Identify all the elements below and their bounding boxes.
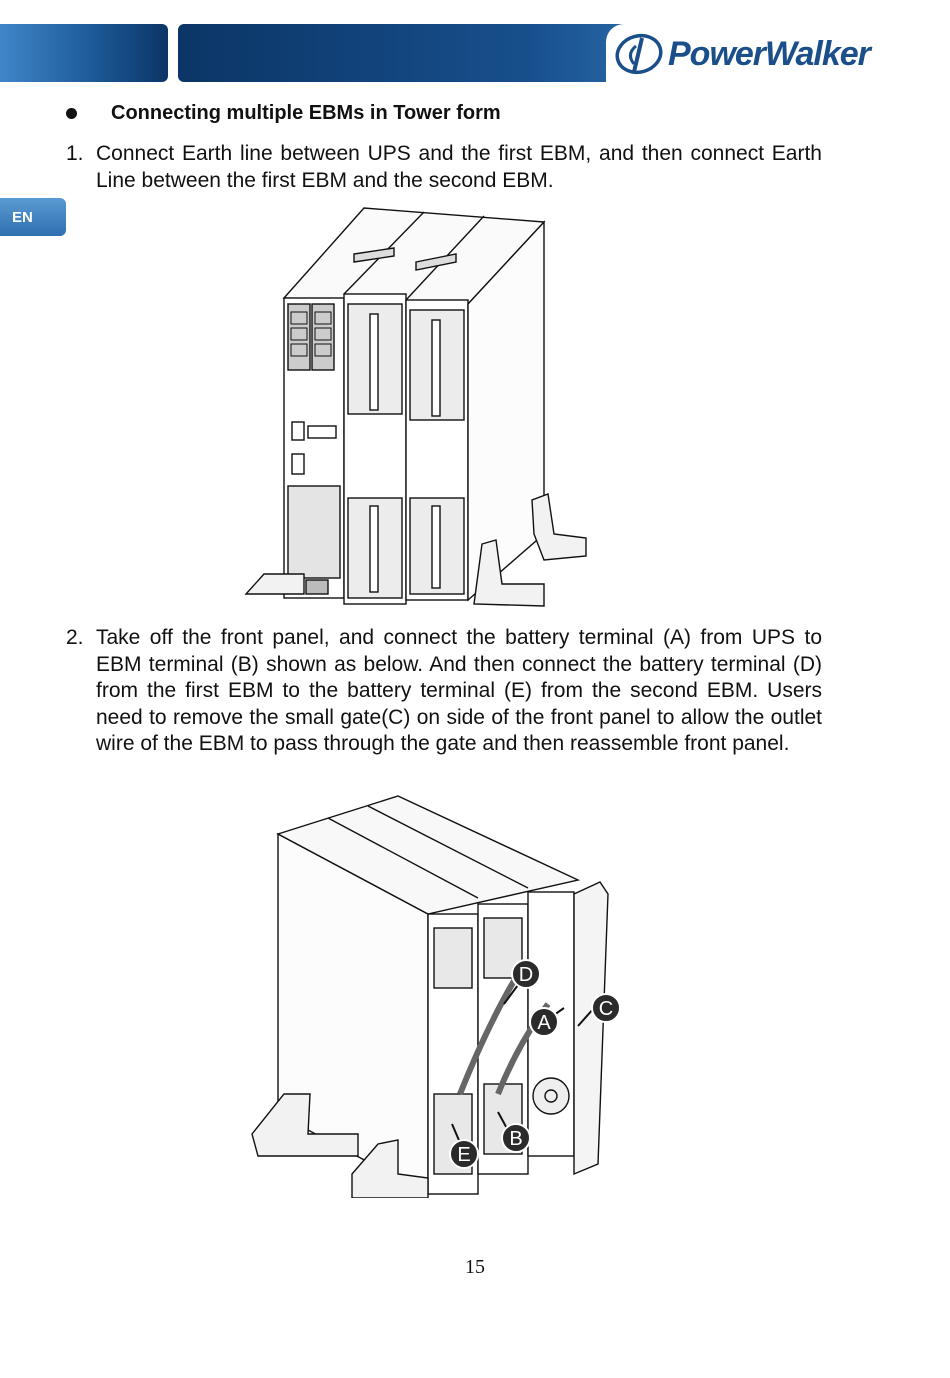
callout-e: [450, 1140, 478, 1168]
svg-text:A: A: [537, 1012, 551, 1034]
svg-text:C: C: [598, 998, 614, 1020]
section-heading-text: Connecting multiple EBMs in Tower form: [111, 102, 501, 124]
step-2: [66, 625, 822, 758]
step-number: 2.: [66, 626, 84, 649]
brand-logo: [612, 32, 942, 76]
callout-b: [502, 1124, 530, 1152]
section-heading: [66, 102, 501, 125]
step-text: Take off the front panel, and connect the battery terminal (A) from UPS to EBM terminal (B) shown as below. And then connect the battery terminal (D) from the first EBM to the battery terminal (E) from the second EBM. Users need to remove the small gate(C) on side of the front panel to allow the outlet wire of the EBM to pass through the gate and then reassemble front panel.: [96, 626, 822, 755]
svg-text:D: D: [518, 964, 534, 986]
figure-tower-rear-view: [244, 204, 590, 616]
svg-text:E: E: [457, 1144, 471, 1166]
header-left-bar: [0, 24, 168, 82]
callout-d: [512, 960, 540, 988]
bullet-icon: [66, 108, 77, 119]
callout-a: [530, 1008, 558, 1036]
step-number: 1.: [66, 142, 84, 165]
logo-text: PowerWalker: [668, 34, 870, 73]
figure-tower-front-connections: [248, 794, 628, 1198]
powerwalker-logo-icon: [612, 32, 666, 76]
step-1: [66, 141, 822, 194]
step-text: Connect Earth line between UPS and the first EBM, and then connect Earth Line between the first EBM and the second EBM.: [96, 142, 822, 192]
page-number: 15: [465, 1256, 485, 1278]
page-header: [0, 24, 950, 82]
svg-text:B: B: [509, 1128, 523, 1150]
language-tab: EN: [0, 198, 66, 236]
callout-c: [592, 994, 620, 1022]
